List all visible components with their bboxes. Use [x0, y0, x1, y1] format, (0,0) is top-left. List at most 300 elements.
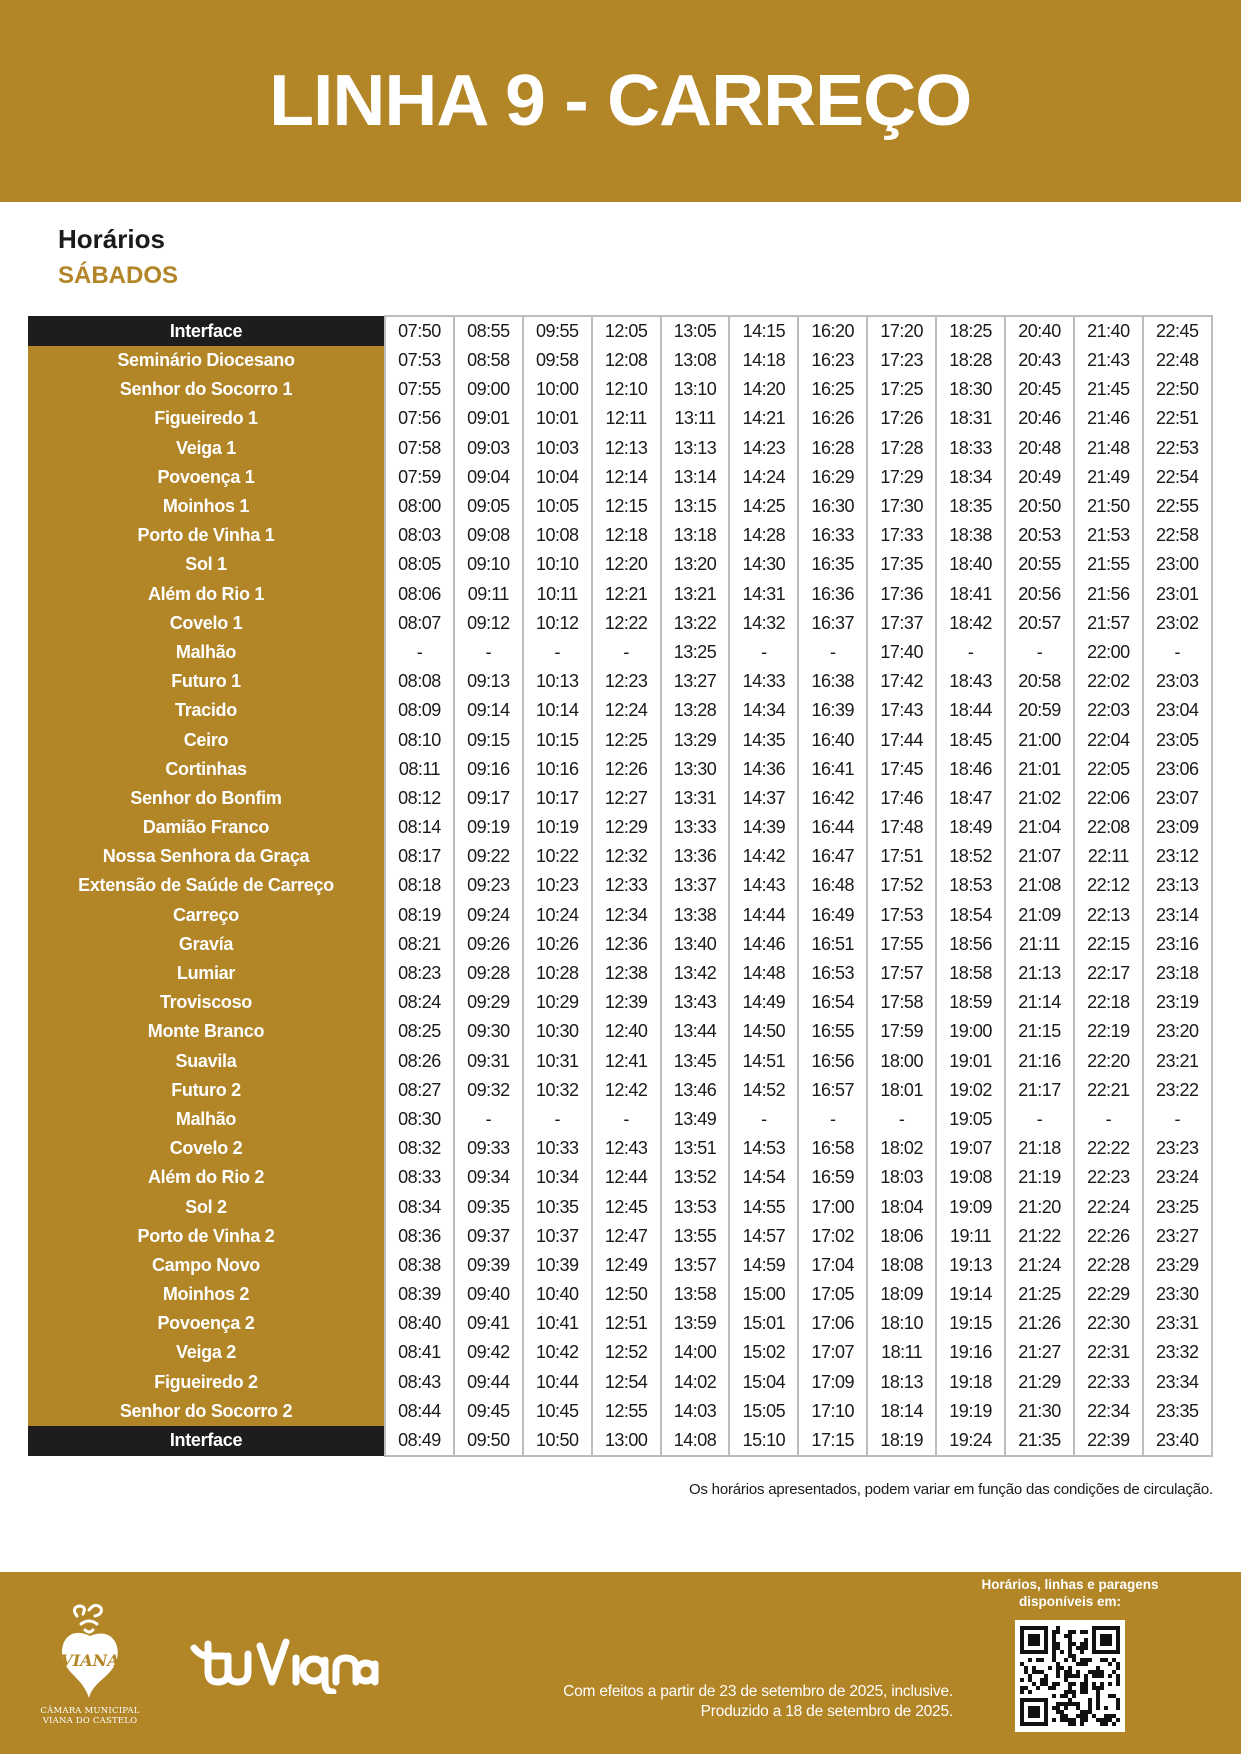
departure-time: 23:01	[1143, 580, 1212, 609]
departure-time: 13:14	[661, 463, 730, 492]
departure-time: 21:08	[1005, 871, 1074, 900]
departure-time: 21:00	[1005, 725, 1074, 754]
departure-time: 22:13	[1074, 901, 1143, 930]
departure-time: 20:56	[1005, 580, 1074, 609]
qr-module	[1088, 1658, 1092, 1662]
departure-time: 23:40	[1143, 1426, 1212, 1456]
departure-time: 22:00	[1074, 638, 1143, 667]
stop-name: Veiga 1	[28, 434, 385, 463]
stop-name: Senhor do Bonfim	[28, 784, 385, 813]
departure-time: 21:11	[1005, 930, 1074, 959]
qr-code[interactable]	[1015, 1620, 1125, 1732]
departure-time: 09:11	[454, 580, 523, 609]
departure-time: 22:34	[1074, 1397, 1143, 1426]
qr-finder-module	[1028, 1634, 1032, 1638]
qr-module	[1068, 1674, 1072, 1678]
departure-time: 08:30	[385, 1105, 454, 1134]
departure-time: 13:37	[661, 871, 730, 900]
departure-time: 10:01	[523, 404, 592, 433]
departure-time: 14:34	[729, 696, 798, 725]
qr-finder-module	[1044, 1706, 1048, 1710]
departure-time: 19:02	[936, 1076, 1005, 1105]
departure-time: 21:46	[1074, 404, 1143, 433]
departure-time: 21:18	[1005, 1134, 1074, 1163]
qr-finder-module	[1040, 1698, 1044, 1702]
departure-time: 10:14	[523, 696, 592, 725]
departure-time: 23:24	[1143, 1163, 1212, 1192]
stop-name: Cortinhas	[28, 755, 385, 784]
departure-time: 21:04	[1005, 813, 1074, 842]
departure-time: 23:23	[1143, 1134, 1212, 1163]
qr-finder-module	[1108, 1638, 1112, 1642]
departure-time: 18:13	[867, 1368, 936, 1397]
qr-module	[1108, 1662, 1112, 1666]
departure-time: 09:39	[454, 1251, 523, 1280]
qr-finder-module	[1108, 1650, 1112, 1654]
qr-module	[1076, 1662, 1080, 1666]
departure-time: 09:28	[454, 959, 523, 988]
departure-time: 22:26	[1074, 1222, 1143, 1251]
qr-module	[1088, 1670, 1092, 1674]
qr-module	[1060, 1714, 1064, 1718]
departure-time: 10:16	[523, 755, 592, 784]
departure-time: 09:03	[454, 434, 523, 463]
departure-time: 21:15	[1005, 1017, 1074, 1046]
qr-module	[1096, 1686, 1100, 1690]
qr-module	[1080, 1682, 1084, 1686]
qr-module	[1096, 1706, 1100, 1710]
stop-name: Damião Franco	[28, 813, 385, 842]
qr-finder-module	[1044, 1626, 1048, 1630]
departure-time: 21:25	[1005, 1280, 1074, 1309]
departure-time: 12:14	[592, 463, 661, 492]
qr-module	[1088, 1698, 1092, 1702]
qr-finder-module	[1116, 1630, 1120, 1634]
qr-module	[1092, 1682, 1096, 1686]
qr-finder-module	[1032, 1714, 1036, 1718]
departure-time: 09:23	[454, 871, 523, 900]
qr-finder-module	[1100, 1650, 1104, 1654]
departure-time: 09:12	[454, 609, 523, 638]
stop-row	[28, 521, 1212, 550]
departure-time: 18:43	[936, 667, 1005, 696]
departure-time: 21:24	[1005, 1251, 1074, 1280]
departure-time: 21:16	[1005, 1047, 1074, 1076]
viana-heart-icon	[55, 1602, 125, 1702]
departure-time: 09:40	[454, 1280, 523, 1309]
departure-time: 13:44	[661, 1017, 730, 1046]
stop-row	[28, 1076, 1212, 1105]
qr-module	[1072, 1718, 1076, 1722]
qr-module	[1072, 1642, 1076, 1646]
departure-time: 22:29	[1074, 1280, 1143, 1309]
qr-finder-module	[1116, 1638, 1120, 1642]
qr-module	[1052, 1638, 1056, 1642]
qr-module	[1104, 1718, 1108, 1722]
departure-time: 23:05	[1143, 725, 1212, 754]
departure-time: 07:56	[385, 404, 454, 433]
departure-time: 07:55	[385, 375, 454, 404]
no-service-cell: -	[523, 638, 592, 667]
departure-time: 14:03	[661, 1397, 730, 1426]
stop-row	[28, 550, 1212, 579]
departure-time: 09:15	[454, 725, 523, 754]
departure-time: 18:00	[867, 1047, 936, 1076]
departure-time: 10:29	[523, 988, 592, 1017]
departure-time: 22:03	[1074, 696, 1143, 725]
departure-time: 23:35	[1143, 1397, 1212, 1426]
departure-time: 17:59	[867, 1017, 936, 1046]
departure-time: 09:55	[523, 316, 592, 346]
qr-module	[1076, 1674, 1080, 1678]
departure-time: 10:17	[523, 784, 592, 813]
qr-module	[1084, 1682, 1088, 1686]
departure-time: 21:20	[1005, 1192, 1074, 1221]
qr-module	[1116, 1678, 1120, 1682]
departure-time: 20:40	[1005, 316, 1074, 346]
no-service-cell: -	[798, 638, 867, 667]
qr-finder-module	[1092, 1642, 1096, 1646]
municipality-name-line2: VIANA DO CASTELO	[42, 1716, 138, 1726]
qr-module	[1064, 1714, 1068, 1718]
departure-time: 16:39	[798, 696, 867, 725]
qr-finder-module	[1044, 1642, 1048, 1646]
departure-time: 09:13	[454, 667, 523, 696]
qr-finder-module	[1020, 1646, 1024, 1650]
qr-module	[1064, 1678, 1068, 1682]
no-service-cell: -	[523, 1105, 592, 1134]
departure-time: 16:58	[798, 1134, 867, 1163]
qr-finder-module	[1020, 1698, 1024, 1702]
qr-module	[1104, 1658, 1108, 1662]
qr-module	[1056, 1706, 1060, 1710]
departure-time: 08:36	[385, 1222, 454, 1251]
effective-date: Com efeitos a partir de 23 de setembro de 2025, inclusive.	[563, 1683, 953, 1700]
departure-time: 10:12	[523, 609, 592, 638]
departure-time: 13:58	[661, 1280, 730, 1309]
departure-time: 09:10	[454, 550, 523, 579]
stop-name: Porto de Vinha 1	[28, 521, 385, 550]
qr-module	[1080, 1710, 1084, 1714]
stop-row	[28, 842, 1212, 871]
qr-module	[1092, 1714, 1096, 1718]
qr-module	[1020, 1686, 1024, 1690]
departure-time: 08:58	[454, 346, 523, 375]
qr-finder-module	[1044, 1714, 1048, 1718]
departure-time: 18:58	[936, 959, 1005, 988]
departure-time: 09:19	[454, 813, 523, 842]
qr-module	[1052, 1658, 1056, 1662]
departure-time: 16:57	[798, 1076, 867, 1105]
departure-time: 17:30	[867, 492, 936, 521]
departure-time: 22:28	[1074, 1251, 1143, 1280]
qr-module	[1064, 1694, 1068, 1698]
stop-row	[28, 1105, 1212, 1134]
qr-finder-module	[1036, 1638, 1040, 1642]
qr-finder-module	[1112, 1650, 1116, 1654]
departure-time: 10:31	[523, 1047, 592, 1076]
departure-time: 14:23	[729, 434, 798, 463]
departure-time: 12:51	[592, 1309, 661, 1338]
departure-time: 12:47	[592, 1222, 661, 1251]
stop-name: Além do Rio 1	[28, 580, 385, 609]
departure-time: 12:55	[592, 1397, 661, 1426]
departure-time: 23:25	[1143, 1192, 1212, 1221]
departure-time: 22:04	[1074, 725, 1143, 754]
qr-finder-module	[1020, 1718, 1024, 1722]
departure-time: 13:27	[661, 667, 730, 696]
qr-finder-module	[1020, 1634, 1024, 1638]
stop-name: Gravía	[28, 930, 385, 959]
departure-time: 13:33	[661, 813, 730, 842]
departure-time: 22:05	[1074, 755, 1143, 784]
qr-module	[1068, 1638, 1072, 1642]
stop-row	[28, 375, 1212, 404]
departure-time: 18:02	[867, 1134, 936, 1163]
qr-module	[1072, 1658, 1076, 1662]
stop-name: Lumiar	[28, 959, 385, 988]
departure-time: 22:51	[1143, 404, 1212, 433]
departure-time: 14:39	[729, 813, 798, 842]
qr-module	[1096, 1702, 1100, 1706]
departure-time: 19:09	[936, 1192, 1005, 1221]
qr-module	[1072, 1630, 1076, 1634]
departure-time: 21:30	[1005, 1397, 1074, 1426]
departure-time: 23:03	[1143, 667, 1212, 696]
departure-time: 16:49	[798, 901, 867, 930]
departure-time: 13:25	[661, 638, 730, 667]
departure-time: 12:24	[592, 696, 661, 725]
qr-module	[1108, 1718, 1112, 1722]
departure-time: 08:06	[385, 580, 454, 609]
departure-time: 22:24	[1074, 1192, 1143, 1221]
departure-time: 10:24	[523, 901, 592, 930]
departure-time: 21:13	[1005, 959, 1074, 988]
departure-time: 22:30	[1074, 1309, 1143, 1338]
departure-time: 09:26	[454, 930, 523, 959]
departure-time: 21:09	[1005, 901, 1074, 930]
departure-time: 14:15	[729, 316, 798, 346]
qr-module	[1052, 1706, 1056, 1710]
qr-module	[1080, 1642, 1084, 1646]
qr-module	[1060, 1702, 1064, 1706]
qr-finder-module	[1040, 1626, 1044, 1630]
qr-finder-module	[1092, 1638, 1096, 1642]
departure-time: 14:44	[729, 901, 798, 930]
stop-row	[28, 1251, 1212, 1280]
stop-name: Veiga 2	[28, 1338, 385, 1367]
qr-finder-module	[1032, 1706, 1036, 1710]
qr-module	[1088, 1706, 1092, 1710]
qr-module	[1080, 1714, 1084, 1718]
departure-time: 14:28	[729, 521, 798, 550]
stop-name: Senhor do Socorro 1	[28, 375, 385, 404]
no-service-cell: -	[798, 1105, 867, 1134]
qr-module	[1080, 1646, 1084, 1650]
no-service-cell: -	[1005, 638, 1074, 667]
qr-finder-module	[1100, 1638, 1104, 1642]
departure-time: 17:02	[798, 1222, 867, 1251]
departure-time: 16:42	[798, 784, 867, 813]
departure-time: 12:29	[592, 813, 661, 842]
departure-time: 17:09	[798, 1368, 867, 1397]
qr-code-icon	[1020, 1625, 1120, 1727]
stop-row	[28, 346, 1212, 375]
qr-module	[1084, 1642, 1088, 1646]
departure-time: 16:55	[798, 1017, 867, 1046]
departure-time: 13:08	[661, 346, 730, 375]
departure-time: 10:22	[523, 842, 592, 871]
departure-time: 18:06	[867, 1222, 936, 1251]
departure-time: 13:29	[661, 725, 730, 754]
departure-time: 17:15	[798, 1426, 867, 1456]
departure-time: 22:22	[1074, 1134, 1143, 1163]
departure-time: 09:29	[454, 988, 523, 1017]
departure-time: 18:33	[936, 434, 1005, 463]
departure-time: 08:44	[385, 1397, 454, 1426]
departure-time: 14:50	[729, 1017, 798, 1046]
departure-time: 12:10	[592, 375, 661, 404]
departure-time: 16:35	[798, 550, 867, 579]
qr-module	[1068, 1634, 1072, 1638]
stop-name: Futuro 2	[28, 1076, 385, 1105]
qr-module	[1076, 1706, 1080, 1710]
qr-finder-module	[1032, 1638, 1036, 1642]
departure-time: 18:01	[867, 1076, 936, 1105]
departure-time: 22:53	[1143, 434, 1212, 463]
departure-time: 19:05	[936, 1105, 1005, 1134]
stop-row	[28, 1309, 1212, 1338]
qr-module	[1116, 1702, 1120, 1706]
timetable-body	[28, 316, 1212, 1456]
section-title: Horários	[58, 224, 165, 254]
qr-module	[1052, 1646, 1056, 1650]
qr-module	[1068, 1682, 1072, 1686]
departure-time: 12:36	[592, 930, 661, 959]
departure-time: 10:11	[523, 580, 592, 609]
departure-time: 22:55	[1143, 492, 1212, 521]
departure-time: 10:44	[523, 1368, 592, 1397]
departure-time: 20:53	[1005, 521, 1074, 550]
qr-module	[1056, 1646, 1060, 1650]
departure-time: 15:02	[729, 1338, 798, 1367]
departure-time: 16:25	[798, 375, 867, 404]
qr-finder-module	[1036, 1722, 1040, 1726]
departure-time: 20:48	[1005, 434, 1074, 463]
departure-time: 21:50	[1074, 492, 1143, 521]
departure-time: 17:20	[867, 316, 936, 346]
departure-time: 17:28	[867, 434, 936, 463]
departure-time: 10:33	[523, 1134, 592, 1163]
qr-finder-module	[1036, 1642, 1040, 1646]
departure-time: 19:24	[936, 1426, 1005, 1456]
departure-time: 14:59	[729, 1251, 798, 1280]
departure-time: 17:55	[867, 930, 936, 959]
departure-time: 17:10	[798, 1397, 867, 1426]
qr-module	[1088, 1710, 1092, 1714]
qr-module	[1056, 1642, 1060, 1646]
qr-module	[1052, 1718, 1056, 1722]
municipality-name-line1: CÂMARA MUNICIPAL	[40, 1706, 140, 1716]
departure-time: 13:22	[661, 609, 730, 638]
departure-time: 21:07	[1005, 842, 1074, 871]
qr-finder-module	[1028, 1710, 1032, 1714]
qr-module	[1060, 1666, 1064, 1670]
qr-module	[1084, 1678, 1088, 1682]
departure-time: 17:46	[867, 784, 936, 813]
qr-finder-module	[1036, 1714, 1040, 1718]
departure-time: 20:57	[1005, 609, 1074, 638]
departure-time: 18:49	[936, 813, 1005, 842]
departure-time: 23:22	[1143, 1076, 1212, 1105]
qr-module	[1052, 1634, 1056, 1638]
departure-time: 12:13	[592, 434, 661, 463]
departure-time: 18:08	[867, 1251, 936, 1280]
departure-time: 13:05	[661, 316, 730, 346]
qr-module	[1024, 1670, 1028, 1674]
departure-time: 12:26	[592, 755, 661, 784]
no-service-cell: -	[592, 638, 661, 667]
qr-module	[1044, 1682, 1048, 1686]
qr-module	[1056, 1662, 1060, 1666]
departure-time: 10:39	[523, 1251, 592, 1280]
stop-row	[28, 1134, 1212, 1163]
departure-time: 21:45	[1074, 375, 1143, 404]
departure-time: 19:19	[936, 1397, 1005, 1426]
departure-time: 14:42	[729, 842, 798, 871]
departure-time: 13:15	[661, 492, 730, 521]
qr-finder-module	[1096, 1650, 1100, 1654]
departure-time: 18:47	[936, 784, 1005, 813]
departure-time: 08:00	[385, 492, 454, 521]
departure-time: 08:19	[385, 901, 454, 930]
qr-finder-module	[1044, 1650, 1048, 1654]
stop-name: Malhão	[28, 1105, 385, 1134]
qr-module	[1072, 1674, 1076, 1678]
departure-time: 16:37	[798, 609, 867, 638]
departure-time: 13:57	[661, 1251, 730, 1280]
departure-time: 17:26	[867, 404, 936, 433]
stop-row	[28, 1222, 1212, 1251]
departure-time: 17:06	[798, 1309, 867, 1338]
departure-time: 17:35	[867, 550, 936, 579]
qr-finder-module	[1108, 1626, 1112, 1630]
departure-time: 23:07	[1143, 784, 1212, 813]
departure-time: 15:04	[729, 1368, 798, 1397]
departure-time: 21:29	[1005, 1368, 1074, 1397]
qr-finder-module	[1108, 1634, 1112, 1638]
departure-time: 12:44	[592, 1163, 661, 1192]
departure-time: 22:48	[1143, 346, 1212, 375]
stop-name: Moinhos 1	[28, 492, 385, 521]
departure-time: 08:49	[385, 1426, 454, 1456]
stop-row	[28, 725, 1212, 754]
qr-module	[1072, 1654, 1076, 1658]
qr-finder-module	[1092, 1650, 1096, 1654]
departure-time: 18:04	[867, 1192, 936, 1221]
qr-module	[1100, 1722, 1104, 1726]
qr-module	[1116, 1674, 1120, 1678]
stop-name: Figueiredo 1	[28, 404, 385, 433]
qr-finder-module	[1020, 1702, 1024, 1706]
qr-finder-module	[1104, 1634, 1108, 1638]
departure-time: 21:19	[1005, 1163, 1074, 1192]
qr-finder-module	[1044, 1634, 1048, 1638]
qr-module	[1108, 1674, 1112, 1678]
qr-module	[1104, 1722, 1108, 1726]
departure-time: 18:14	[867, 1397, 936, 1426]
departure-time: 09:45	[454, 1397, 523, 1426]
